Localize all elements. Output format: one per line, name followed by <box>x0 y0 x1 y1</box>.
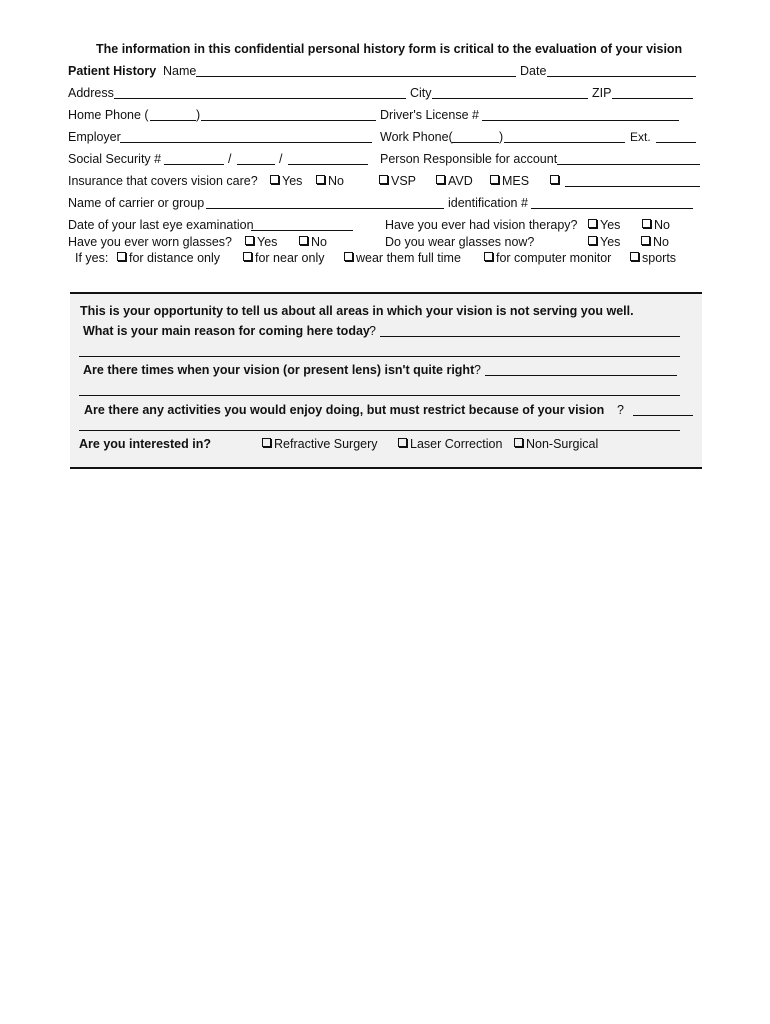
zip-field[interactable] <box>612 98 693 99</box>
q2-field-line2[interactable] <box>79 395 680 396</box>
ssn-part3-field[interactable] <box>288 164 368 165</box>
checkbox-icon[interactable] <box>270 175 279 184</box>
therapy-no-option[interactable]: No <box>642 218 670 232</box>
if-yes-label: If yes: <box>75 251 109 265</box>
checkbox-icon[interactable] <box>588 219 597 228</box>
form-title: The information in this confidential personal history form is critical to the evaluation of your vision <box>96 42 683 56</box>
ext-field[interactable] <box>656 142 696 143</box>
wear-now-label: Do you wear glasses now? <box>385 235 535 249</box>
q3-field[interactable] <box>633 415 693 416</box>
q1-field-line2[interactable] <box>79 356 680 357</box>
wear-now-yes-option[interactable]: Yes <box>588 235 620 249</box>
address-label: Address <box>68 86 114 100</box>
employer-field[interactable] <box>120 142 372 143</box>
checkbox-icon[interactable] <box>299 236 308 245</box>
work-phone-label: Work Phone( <box>380 130 453 144</box>
date-field[interactable] <box>547 76 696 77</box>
insurance-no-option[interactable]: No <box>316 174 344 188</box>
q1-label: What is your main reason for coming here today <box>83 324 370 338</box>
address-field[interactable] <box>114 98 406 99</box>
work-phone-field[interactable] <box>504 142 625 143</box>
computer-option[interactable]: for computer monitor <box>484 251 611 265</box>
checkbox-icon[interactable] <box>117 252 126 261</box>
ssn-slash-2: / <box>279 152 283 166</box>
name-field[interactable] <box>196 76 516 77</box>
checkbox-icon[interactable] <box>641 236 650 245</box>
insurance-label: Insurance that covers vision care? <box>68 174 258 188</box>
q3-field-line2[interactable] <box>79 430 680 431</box>
responsible-field[interactable] <box>557 164 700 165</box>
refractive-surgery-option[interactable]: Refractive Surgery <box>262 437 378 451</box>
carrier-label: Name of carrier or group <box>68 196 205 210</box>
checkbox-icon[interactable] <box>344 252 353 261</box>
home-phone-field[interactable] <box>201 120 376 121</box>
insurance-vsp-option[interactable]: VSP <box>379 174 416 188</box>
work-phone-paren: ) <box>499 130 504 144</box>
worn-glasses-label: Have you ever worn glasses? <box>68 235 232 249</box>
city-field[interactable] <box>432 98 588 99</box>
last-exam-label: Date of your last eye examination <box>68 218 254 232</box>
insurance-mes-option[interactable]: MES <box>490 174 529 188</box>
drivers-license-field[interactable] <box>482 120 679 121</box>
checkbox-icon[interactable] <box>262 438 271 447</box>
ext-label: Ext. <box>630 130 651 144</box>
full-time-option[interactable]: wear them full time <box>344 251 461 265</box>
checkbox-icon[interactable] <box>245 236 254 245</box>
q2-label: Are there times when your vision (or present lens) isn't quite right <box>83 363 475 377</box>
q3-label: Are there any activities you would enjoy doing, but must restrict because of your vision <box>84 403 605 417</box>
patient-history-label: Patient History <box>68 64 157 78</box>
last-exam-field[interactable] <box>251 230 353 231</box>
home-phone-label: Home Phone ( <box>68 108 149 122</box>
zip-label: ZIP <box>592 86 612 100</box>
home-phone-paren: ) <box>196 108 201 122</box>
insurance-other-field[interactable] <box>565 186 700 187</box>
non-surgical-option[interactable]: Non-Surgical <box>514 437 598 451</box>
therapy-label: Have you ever had vision therapy? <box>385 218 578 232</box>
city-label: City <box>410 86 432 100</box>
worn-glasses-yes-option[interactable]: Yes <box>245 235 277 249</box>
identification-label: identification # <box>448 196 528 210</box>
wear-now-no-option[interactable]: No <box>641 235 669 249</box>
carrier-field[interactable] <box>206 208 444 209</box>
home-phone-area-code-field[interactable] <box>150 120 196 121</box>
distance-option[interactable]: for distance only <box>117 251 220 265</box>
laser-correction-option[interactable]: Laser Correction <box>398 437 502 451</box>
checkbox-icon[interactable] <box>316 175 325 184</box>
therapy-yes-option[interactable]: Yes <box>588 218 620 232</box>
checkbox-icon[interactable] <box>588 236 597 245</box>
checkbox-icon[interactable] <box>642 219 651 228</box>
worn-glasses-no-option[interactable]: No <box>299 235 327 249</box>
date-label: Date <box>520 64 547 78</box>
insurance-yes-option[interactable]: Yes <box>270 174 302 188</box>
interested-label: Are you interested in? <box>79 437 211 451</box>
near-option[interactable]: for near only <box>243 251 324 265</box>
checkbox-icon[interactable] <box>630 252 639 261</box>
ssn-label: Social Security # <box>68 152 162 166</box>
sports-option[interactable]: sports <box>630 251 676 265</box>
insurance-avd-option[interactable]: AVD <box>436 174 473 188</box>
work-phone-area-code-field[interactable] <box>452 142 499 143</box>
checkbox-icon[interactable] <box>398 438 407 447</box>
ssn-part1-field[interactable] <box>164 164 224 165</box>
drivers-license-label: Driver's License # <box>380 108 479 122</box>
q1-field[interactable] <box>380 336 680 337</box>
ssn-part2-field[interactable] <box>237 164 275 165</box>
ssn-slash-1: / <box>228 152 232 166</box>
q2-field[interactable] <box>485 375 677 376</box>
employer-label: Employer <box>68 130 121 144</box>
checkbox-icon[interactable] <box>484 252 493 261</box>
checkbox-icon[interactable] <box>514 438 523 447</box>
responsible-label: Person Responsible for account <box>380 152 558 166</box>
checkbox-icon[interactable] <box>490 175 499 184</box>
checkbox-icon[interactable] <box>379 175 388 184</box>
q3-qmark: ? <box>617 403 624 417</box>
identification-field[interactable] <box>531 208 693 209</box>
q2-qmark: ? <box>474 363 481 377</box>
q1-qmark: ? <box>369 324 376 338</box>
checkbox-icon[interactable] <box>243 252 252 261</box>
insurance-other-option[interactable] <box>550 174 562 188</box>
panel-intro: This is your opportunity to tell us about all areas in which your vision is not serving you well. <box>80 304 634 318</box>
name-label: Name <box>163 64 197 78</box>
checkbox-icon[interactable] <box>550 175 559 184</box>
checkbox-icon[interactable] <box>436 175 445 184</box>
